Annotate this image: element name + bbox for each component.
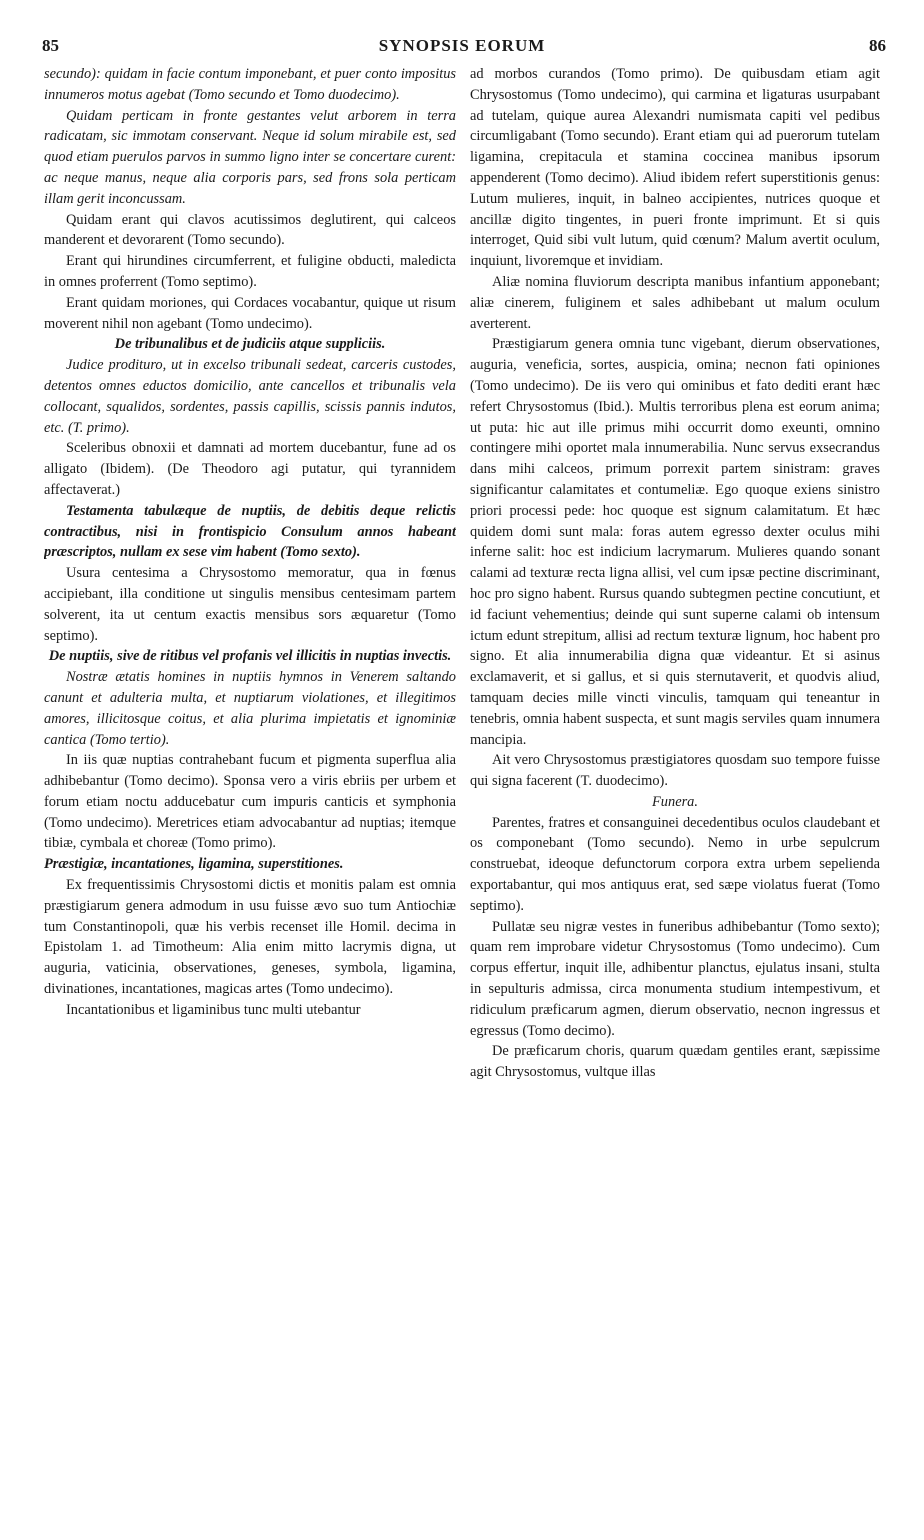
paragraph: Incantationibus et ligaminibus tunc multi utebantur: [66, 1001, 361, 1018]
paragraph: Erant quidam moriones, qui Cordaces vocabantur, quique ut risum moverent nihil non agebant (Tomo undecimo).: [44, 294, 456, 332]
left-column: [44, 64, 456, 1514]
paragraph: Testamenta tabulæque de nuptiis, de debitis deque relictis contractibus, nisi in frontispicio Consulum annos habeant præscriptos, nullam ex sese vim habent (Tomo sexto).: [44, 502, 456, 561]
paragraph: Quidam erant qui clavos acutissimos deglutirent, qui calceos manderent et devorarent (Tomo secundo).: [44, 211, 456, 249]
paragraph: Quidam perticam in fronte gestantes velut arborem in terra radicatam, sic immotam conservant. Neque id solum mirabile est, sed quod etiam puerulos parvos in summo ligno inter se concertare curent: ac neque manus, neque alia corporis pars, sed frons sola perticam illam gerit inconcussam.: [44, 107, 456, 207]
paragraph: In iis quæ nuptias contrahebant fucum et pigmenta superflua alia adhibebantur (Tomo decimo). Sponsa vero a viris ebriis per urbem et forum etiam noctu adducebatur cum impuris canticis et symphonia (Tomo undecimo). Meretrices etiam advocabantur ad nuptias; itemque tibiæ, cymbala et choreæ (Tomo primo).: [44, 752, 456, 852]
paragraph: Nostræ ætatis homines in nuptiis hymnos in Venerem saltando canunt et adulteria multa, et nuptiarum violationes, et illegitimos amores, illicitosque coitus, et alia plurima impietatis et ignominiæ cantica (Tomo tertio).: [44, 669, 456, 748]
paragraph: Erant qui hirundines circumferrent, et fuligine obducti, maledicta in omnes proferrent (Tomo septimo).: [44, 253, 456, 290]
paragraph: Funera.: [652, 793, 698, 810]
paragraph: De præficarum choris, quarum quædam gentiles erant, sæpissime agit Chrysostomus, vultque illas: [470, 1043, 880, 1081]
paragraph: Judice prodituro, ut in excelso tribunali sedeat, carceris custodes, detentos omnes eductos domicilio, ante cancellos et tribunalis vela collocant, squalidos, sordentes, passis capillis, scissis pannis indutos, etc. (T. primo).: [44, 357, 456, 436]
paragraph: Usura centesima a Chrysostomo memoratur, qua in fœnus accipiebant, illa conditione ut singulis mensibus centesimam partem solverent, ita ut centum exactis mensibus sors æquaretur (Tomo septimo).: [44, 565, 456, 644]
paragraph: Ait vero Chrysostomus præstigiatores quosdam suo tempore fuisse qui signa facerent (T. duodecimo).: [470, 752, 880, 790]
right-column: [470, 64, 880, 1514]
page-number-right: 86: [869, 36, 886, 55]
paragraph: Ex frequentissimis Chrysostomi dictis et monitis palam est omnia præstigiarum genera admodum in usu fuisse ævo suo tum Antiochiæ tum Constantinopoli, quæ his verbis recenset ille Homil. decima in Epistolam 1. ad Timotheum: Alia enim mitto lacrymis digna, ut auguria, vaticinia, observationes, geneses, symbola, ligamina, divinationes, incantationes, magicas artes (Tomo undecimo).: [44, 877, 456, 998]
paragraph: Parentes, fratres et consanguinei decedentibus oculos claudebant et os componebant (Tomo secundo). Nemo in urbe sepulcrum construebat, ideoque defunctorum corpora extra urbem sepelienda exportabantur, qui mos antiquus erat, sed sæpe violatus fuerat (Tomo septimo).: [470, 814, 880, 914]
paragraph: Pullatæ seu nigræ vestes in funeribus adhibebantur (Tomo sexto); quam rem improbare videtur Chrysostomus (Tomo undecimo). Cum corpus effertur, inquit ille, adhibentur planctus, ejulatus insani, stulta in sepulturis admissa, circa monumenta studium intempestivum, et ridiculum præficarum agmen, dierum observatio, necnon ingressus et egressus (Tomo decimo).: [470, 918, 880, 1039]
running-title: SYNOPSIS EORUM: [378, 36, 546, 55]
paragraph: Sceleribus obnoxii et damnati ad mortem ducebantur, fune ad os alligato (Ibidem). (De Theodoro agi putatur, qui tyrannidem affectaverat.): [44, 440, 456, 498]
paragraph: De nuptiis, sive de ritibus vel profanis vel illicitis in nuptias invectis.: [48, 648, 452, 665]
paragraph: Præstigiarum genera omnia tunc vigebant, dierum observationes, auguria, veneficia, sortes, auspicia, omina; necnon fati opiniones (Tomo undecimo). De iis vero qui ominibus et fato dediti erant hæc refert Chrysostomus (Ibid.). Multis terroribus plena est eorum anima; ut puta: hic aut ille primus mihi occurrit domo exeunti, omnino contingere mihi oportet mala innumerabilia. Nunc servus exsecrandus dans mihi calceos, primum porrexit partem sinistram: graves significantur calamitates et contumeliæ. Ego quoque exiens sinistro priori processi pede: hoc quoque est signum calamitatum. Et hæc quidem domi sunt mala: foras autem egresso dexter oculus mihi inferne salit: hoc est indicium lacrymarum. Mulieres quando sonant calami ad texturæ recta ligna allisi, vel cum ipsæ pectine discriminant, hoc pro signo habent. Rursus quando subtegmen pectine concutiunt, et id faciunt vehementius; deinde qui sunt superne calami ob intensum ictum edunt strepitum, allisi ad rectum texturæ lignum, hoc habent pro signo. Et alia innumerabilia digna quæ videantur. Et si asinus exclamaverit, et si gallus, et si quis sternutaverit, et quodvis aliud, tamquam decies mille vincti vinculis, tamquam qui teneantur in tenebris, omnia habent suspecta, et sunt magis serviles quam innumera mancipia.: [470, 336, 880, 748]
running-header: [0, 36, 924, 62]
paragraph: Præstigiæ, incantationes, ligamina, superstitiones.: [44, 856, 344, 873]
paragraph: secundo): quidam in facie contum imponebant, et puer conto impositus innumeros motus agebat (Tomo secundo et Tomo duodecimo).: [44, 66, 456, 103]
paragraph: ad morbos curandos (Tomo primo). De quibusdam etiam agit Chrysostomus (Tomo undecimo), qui carmina et ligaturas usurpabant ad tutelam, quique aurea Alexandri numismata capiti vel pedibus circumligabant (Tomo secundo). Erant etiam qui ad puerorum tutelam ligamina, crepitacula et stamina coccinea manibus ipsorum appenderent (Tomo decimo). Aliud ibidem refert superstitionis genus: Lutum mulieres, inquit, in balneo accipientes, nutrices quoque et ancillæ digito tingentes, in pueri fronte imprimunt. Et si quis interroget, Quid sibi vult lutum, quid cœnum? Malum avertit oculum, inquiunt, livoremque et invidiam.: [470, 66, 880, 270]
paragraph: De tribunalibus et de judiciis atque suppliciis.: [114, 336, 386, 353]
paragraph: Aliæ nomina fluviorum descripta manibus infantium apponebant; aliæ cinerem, fuliginem et sales adhibebant ut malum oculum averterent.: [470, 273, 880, 332]
page-number-left: 85: [42, 36, 59, 55]
